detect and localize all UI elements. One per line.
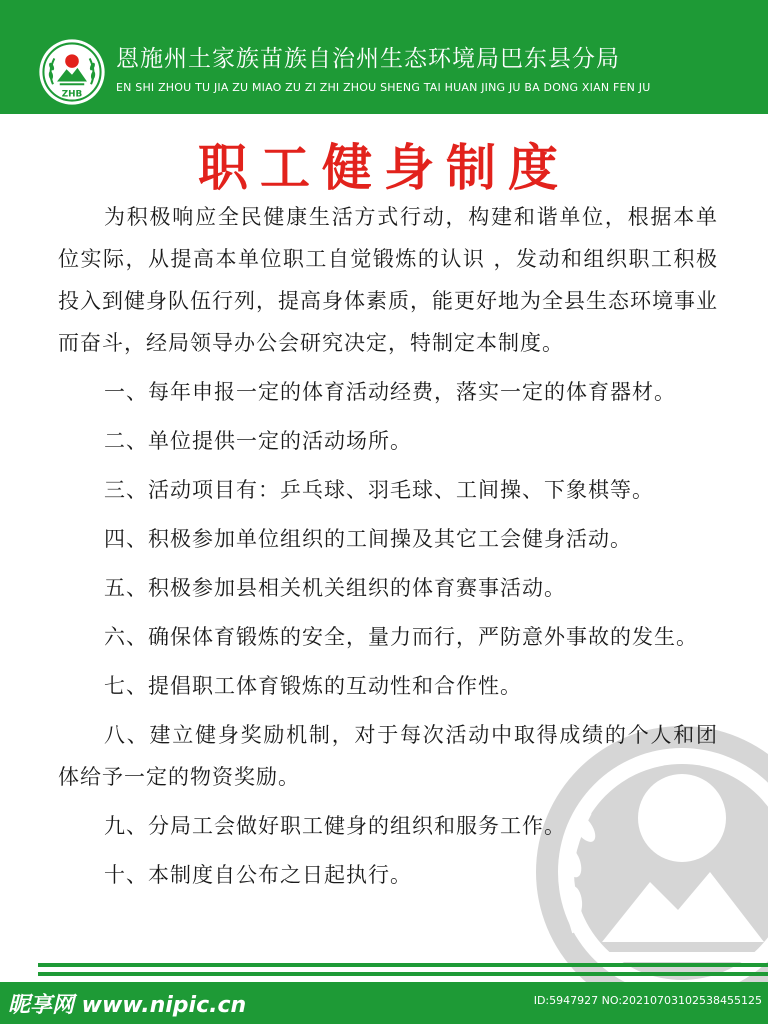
organization-pinyin: EN SHI ZHOU TU JIA ZU MIAO ZU ZI ZHI ZHOU SHENG TAI HUAN JING JU BA DONG XIAN FEN JU	[116, 81, 651, 94]
document-title: 职工健身制度	[198, 139, 570, 197]
header-banner	[0, 0, 768, 114]
image-id-text: ID:5947927 NO:20210703102538455125	[533, 994, 762, 1007]
footer-divider	[38, 972, 768, 976]
rule-item: 十、本制度自公布之日起执行。	[104, 863, 412, 887]
rule-item: 八、建立健身奖励机制，对于每次活动中取得成绩的个人和团体给予一定的物资奖励。	[58, 723, 718, 789]
footer-divider	[38, 963, 768, 967]
rule-item: 一、每年申报一定的体育活动经费，落实一定的体育器材。	[104, 380, 676, 404]
intro-paragraph: 为积极响应全民健康生活方式行动，构建和谐单位，根据本单位实际，从提高本单位职工自觉锻炼的认识 ，发动和组织职工积极投入到健身队伍行列，提高身体素质，能更好地为全县生态环境事业而奋斗，经局领导办公会研究决定，特制定本制度。	[58, 205, 718, 355]
organization-name: 恩施州土家族苗族自治州生态环境局巴东县分局	[116, 46, 620, 72]
rule-item: 九、分局工会做好职工健身的组织和服务工作。	[104, 814, 566, 838]
rule-item: 二、单位提供一定的活动场所。	[104, 429, 412, 453]
logo-text: ZHB	[61, 89, 83, 100]
environment-protection-logo-icon	[38, 38, 106, 106]
rule-item: 六、确保体育锻炼的安全，量力而行，严防意外事故的发生。	[104, 625, 698, 649]
rule-item: 三、活动项目有：乒乓球、羽毛球、工间操、下象棋等。	[104, 478, 654, 502]
rule-item: 五、积极参加县相关机关组织的体育赛事活动。	[104, 576, 566, 600]
site-watermark-brand: 昵享网 www.nipic.cn	[8, 993, 247, 1018]
rule-item: 四、积极参加单位组织的工间操及其它工会健身活动。	[104, 527, 632, 551]
rule-item: 七、提倡职工体育锻炼的互动性和合作性。	[104, 674, 522, 698]
document-body	[58, 196, 718, 896]
